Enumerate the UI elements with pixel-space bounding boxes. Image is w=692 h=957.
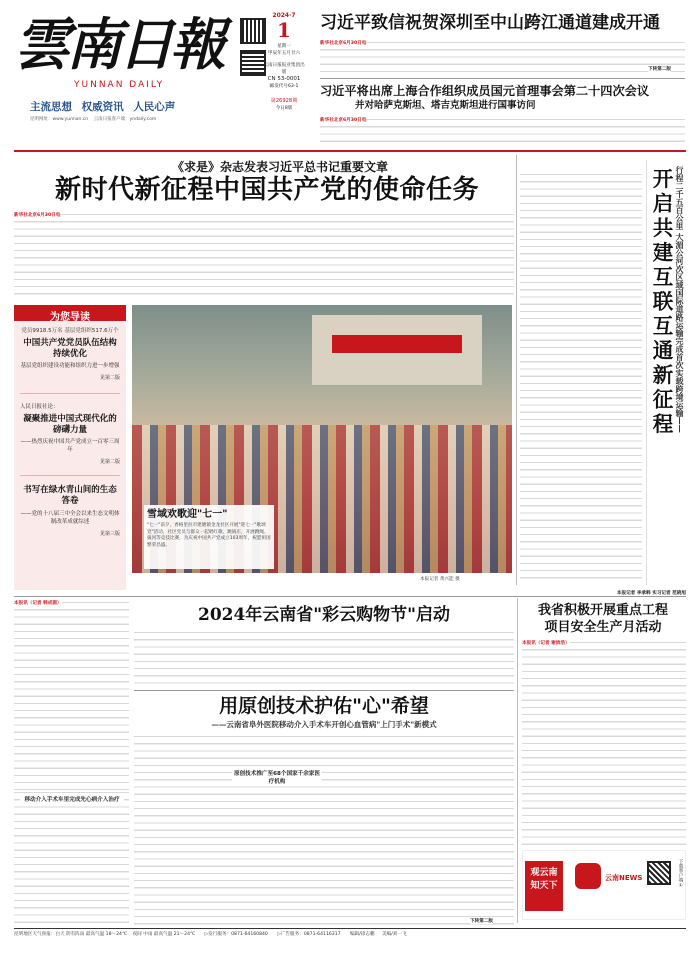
sidebar-item1-sub: 基层党组织建设功能和组织力进一步增强 <box>20 363 120 369</box>
app-ad[interactable] <box>522 850 686 920</box>
sidebar-header <box>14 305 126 321</box>
motto-2: 权威资讯 <box>81 101 124 113</box>
footer-designer: 美编/刘一飞 <box>382 932 407 937</box>
motto-1: 主流思想 <box>30 101 72 113</box>
safety-title[interactable]: 我省积极开展重点工程项目安全生产月活动 <box>538 603 669 635</box>
ad-brand: 云南NEWS <box>605 874 643 882</box>
ad-logo-icon <box>575 863 601 889</box>
top-story-title[interactable]: 习近平致信祝贺深圳至中山跨江通道建成开通 <box>320 13 660 33</box>
photo-banner <box>332 335 462 353</box>
motto-3: 人民心声 <box>133 101 176 113</box>
right-column-body <box>520 172 642 584</box>
heart-subhead-1: 移动介入手术车里完成先心病介入治疗 <box>20 796 124 804</box>
sidebar-item2-sub: ——热烈庆祝中国共产党成立一百零三周年 <box>20 439 120 453</box>
safety-lead: 本报讯（记者 谢滨浩） <box>522 641 570 646</box>
sidebar-item3-page[interactable]: 见第三版 <box>99 531 120 537</box>
ad-side-text: 下载客户端 ① <box>678 859 683 889</box>
top-story-lead: 新华社北京6月30日电 <box>320 41 367 46</box>
footer-weather: 昆明地区天气预报：白天 阴有阵雨 最高气温 18～24℃ <box>14 932 128 937</box>
top-story-body <box>320 40 685 74</box>
masthead-motto <box>30 99 240 114</box>
shopping-body <box>134 630 514 686</box>
footer-phone-2: ▷广告服务：0871-64116317 <box>277 932 341 937</box>
sidebar-item2-title[interactable]: 凝聚推进中国式现代化的磅礴力量 <box>23 414 117 435</box>
issue-number: 第26928期 <box>270 98 298 104</box>
page-count: 今日8版 <box>275 106 293 111</box>
second-story-subtitle: 并对哈萨克斯坦、塔吉克斯坦进行国事访问 <box>355 100 536 111</box>
main-kicker: 《求是》杂志发表习近平总书记重要文章 <box>171 160 388 174</box>
top-story-continued[interactable]: 下转第二版 <box>648 67 671 72</box>
masthead-title: 雲南日報 <box>14 12 222 78</box>
footer <box>14 931 686 939</box>
vertical-title[interactable]: 开启共建互联互通新征程 <box>649 168 673 438</box>
heart-continued[interactable]: 下转第二版 <box>470 919 493 924</box>
heart-body <box>134 734 514 926</box>
ad-qr-icon <box>647 861 671 885</box>
vertical-headline <box>646 160 686 585</box>
main-story-body <box>14 212 514 300</box>
sidebar-header-text: 为您导读 <box>50 312 90 323</box>
lunar-date: 甲辰年五月廿六 <box>267 51 301 56</box>
news-photo <box>132 305 512 573</box>
heart-subhead-2: 原创技术推广至68个国家千余家医疗机构 <box>233 771 321 785</box>
sidebar-item2-page[interactable]: 见第二版 <box>99 459 120 465</box>
shopping-title[interactable]: 2024年云南省"彩云购物节"启动 <box>197 605 451 625</box>
weekday: 星期一 <box>277 44 291 49</box>
sidebar-item2-lead: 人民日报社论： <box>20 404 59 410</box>
sidebar-item3-sub: ——党的十八届三中全会以来生态文明体制改革成就综述 <box>20 511 120 525</box>
vertical-byline: 本报记者 李承韩 实习记者 范晓旭 <box>616 591 686 596</box>
photo-caption-box <box>144 505 274 569</box>
sidebar-item1-lead: 党员9918.5万名 基层党组织517.6万个 <box>21 328 119 334</box>
ad-text: 观云南 知天下 <box>525 861 563 911</box>
shopping-lead: 本报讯（记者 韩成圆） <box>14 601 62 606</box>
publisher: 云南日报报业集团出版 <box>263 63 305 75</box>
masthead <box>14 10 304 145</box>
app-link[interactable]: 云南日报客户端：yndaily.com <box>93 117 157 122</box>
main-story-lead: 新华社北京6月30日电 <box>14 213 61 218</box>
main-title[interactable]: 新时代新征程中国共产党的使命任务 <box>54 175 479 205</box>
footer-phone-1: ▷发行服务：0871-64160840 <box>204 932 268 937</box>
date-year: 2024 <box>272 12 290 19</box>
vertical-subtitle: 行程二千五百公里 大湄公河次区域国际道路运输完成首次实载跨境运输—— <box>675 166 685 433</box>
date-day: 1 <box>277 18 291 42</box>
photo-caption-title: 雪域欢歌迎"七一" <box>147 509 228 520</box>
sidebar-guide <box>14 305 126 590</box>
photo-caption-body: "七一"前夕，香格里拉市建塘镇金龙社区开展"迎七一"歌颂党"活动，社区党员与群众一起唱红歌、跳锅庄，开展跳绳、拔河等竞技比赛，为庆祝中国共产党成立103周年，祝愿祖国繁荣昌盛。 <box>147 523 271 548</box>
footer-night: 夜间 中雨 最高气温 21～24℃ <box>132 932 196 937</box>
date-month: 7 <box>291 12 296 19</box>
photo-credit: 本报记者 黄兴能 摄 <box>420 577 460 582</box>
second-story-lead: 新华社北京6月30日电 <box>320 118 367 123</box>
masthead-pinyin: YUNNAN DAILY <box>74 80 165 90</box>
heart-title[interactable]: 用原创技术护佑"心"希望 <box>219 695 429 717</box>
second-story-title[interactable]: 习近平将出席上海合作组织成员国元首理事会第二十四次会议 <box>320 84 650 98</box>
post-code: 邮发代号63-1 <box>269 84 299 89</box>
footer-editor: 编辑/徐志鹏 <box>350 932 375 937</box>
cn-number: CN 53-0001 <box>267 76 301 82</box>
second-story-body <box>320 117 685 145</box>
heart-subtitle: ——云南省阜外医院移动介入手术车开创心血管病"上门手术"新模式 <box>211 720 437 729</box>
shopping-left-body <box>14 600 129 790</box>
date-box: 2024·7 1 星期一 甲辰年五月廿六 云南日报报业集团出版 CN 53-0001 邮发代号63-1 第26928期 今日8版 <box>263 12 305 111</box>
safety-body <box>522 640 686 845</box>
website-link[interactable]: 昆明网址：www.yunnan.cn <box>30 117 89 122</box>
sidebar-item3-title[interactable]: 书写在绿水青山间的生态答卷 <box>23 485 117 506</box>
sidebar-item1-page[interactable]: 见第二版 <box>99 375 120 381</box>
heart-left-body <box>14 790 129 925</box>
sidebar-item1-title[interactable]: 中国共产党党员队伍结构持续优化 <box>23 338 117 359</box>
